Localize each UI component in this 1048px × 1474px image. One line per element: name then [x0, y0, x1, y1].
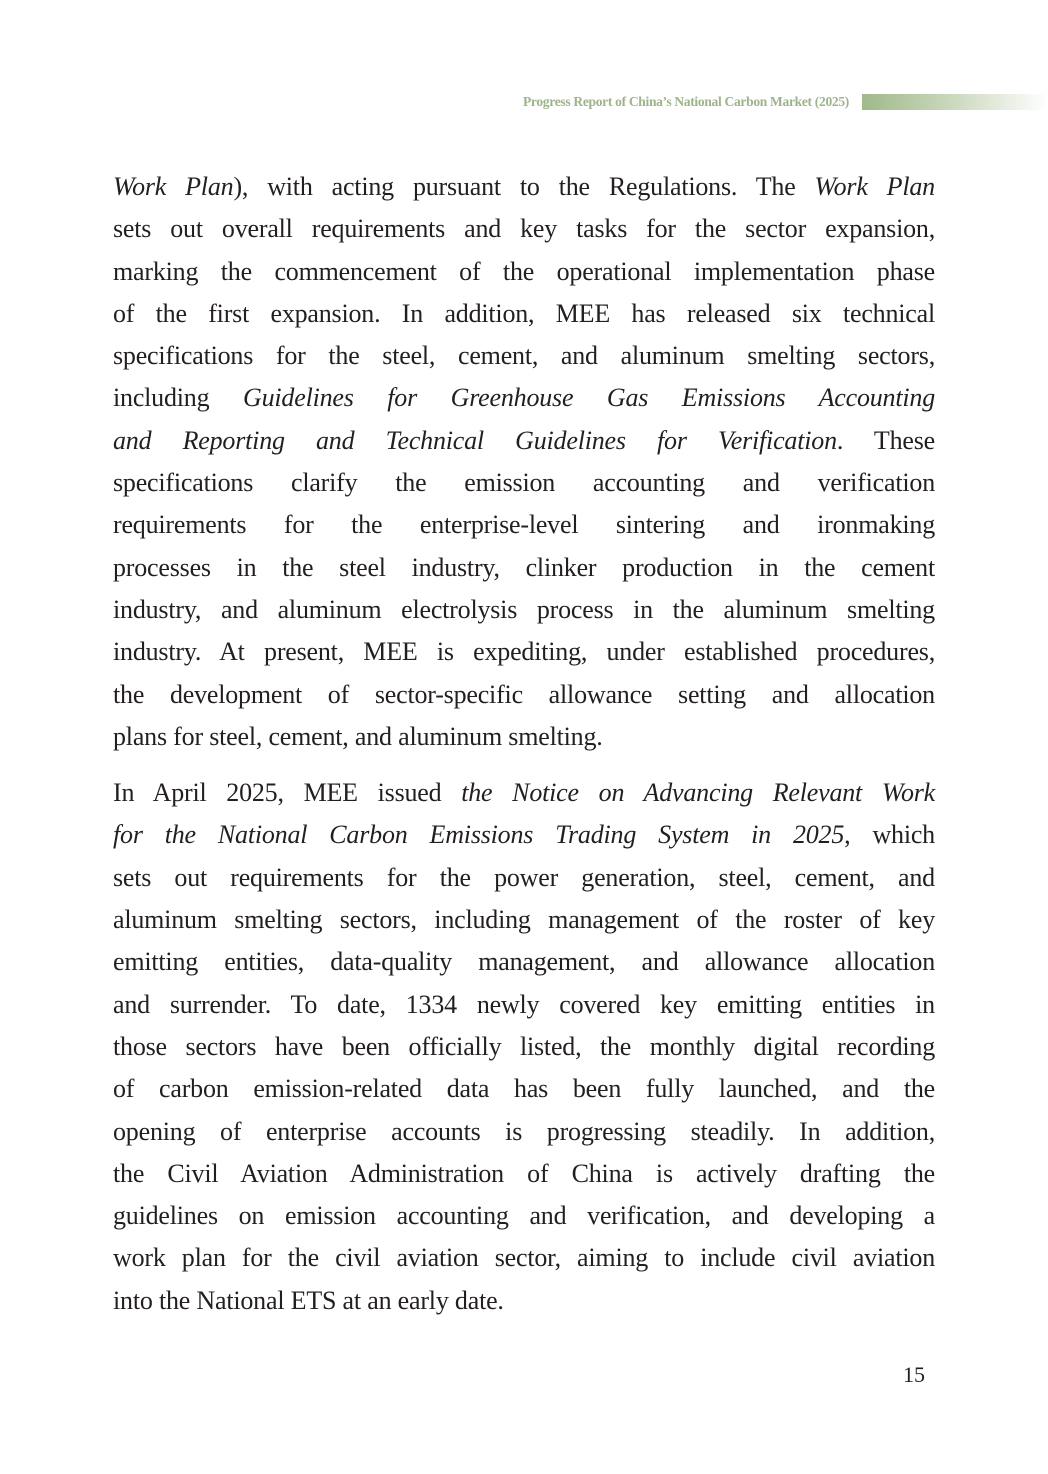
text-line: [113, 1068, 935, 1110]
text-run: including: [113, 383, 244, 413]
text-line: [113, 814, 935, 856]
text-run: specifications for the steel, cement, and aluminum smelting sectors,: [113, 341, 935, 371]
text-run: of the first expansion. In addition, MEE has released six technical: [113, 298, 935, 328]
body-text: [113, 166, 935, 1322]
text-line: [113, 504, 935, 546]
text-line: [113, 674, 935, 716]
text-run: requirements for the enterprise-level sintering and ironmaking: [113, 510, 935, 540]
text-line: [113, 462, 935, 504]
text-line: [113, 208, 935, 250]
page-number: 15: [903, 1362, 925, 1387]
text-line: [113, 1026, 935, 1068]
text-run: of carbon emission-related data has been fully launched, and the: [113, 1074, 935, 1104]
text-line: [113, 1195, 935, 1237]
text-line: [113, 1237, 935, 1279]
text-line: [113, 716, 935, 758]
text-line: [113, 420, 935, 462]
text-run: guidelines on emission accounting and verification, and developing a: [113, 1201, 935, 1231]
text-line: [113, 1280, 935, 1322]
text-run: those sectors have been officially listed, the monthly digital recording: [113, 1031, 935, 1061]
text-run: emitting entities, data-quality management, and allowance allocation: [113, 947, 935, 977]
italic-title: Guidelines for Greenhouse Gas Emissions Accounting: [243, 383, 936, 413]
text-run: . These: [836, 425, 935, 455]
text-line: [113, 984, 935, 1026]
paragraph: [113, 166, 935, 758]
text-run: the Civil Aviation Administration of China is actively drafting the: [113, 1158, 935, 1188]
running-header: [0, 92, 1048, 112]
italic-title: Work Plan: [814, 172, 935, 201]
text-line: [113, 166, 935, 208]
text-run: In April 2025, MEE issued: [113, 778, 462, 808]
text-run: specifications clarify the emission accounting and verification: [113, 468, 935, 498]
text-line: [113, 293, 935, 335]
text-run: processes in the steel industry, clinker production in the cement: [113, 552, 935, 582]
header-accent-bar: [862, 94, 1048, 110]
text-run: plans for steel, cement, and aluminum smelting.: [113, 721, 603, 751]
text-line: [113, 899, 935, 941]
text-line: [113, 547, 935, 589]
text-run: industry. At present, MEE is expediting, under established procedures,: [113, 637, 935, 667]
text-line: [113, 1153, 935, 1195]
text-line: [113, 772, 935, 814]
text-run: aluminum smelting sectors, including management of the roster of key: [113, 905, 935, 935]
paragraph-gap: [113, 758, 935, 772]
text-line: [113, 251, 935, 293]
italic-title: for the National Carbon Emissions Trading System in 2025: [113, 820, 845, 850]
text-line: [113, 377, 935, 419]
text-run: sets out overall requirements and key tasks for the sector expansion,: [113, 214, 935, 244]
italic-title: Work Plan: [113, 172, 234, 201]
text-run: the development of sector-specific allowance setting and allocation: [113, 679, 935, 709]
text-line: [113, 857, 935, 899]
text-run: , which: [844, 820, 935, 850]
text-run: and surrender. To date, 1334 newly covered key emitting entities in: [113, 989, 935, 1019]
paragraph: [113, 772, 935, 1322]
text-run: opening of enterprise accounts is progressing steadily. In addition,: [113, 1116, 935, 1146]
running-title: Progress Report of China’s National Carbon Market (2025): [522, 94, 849, 109]
italic-title: the Notice on Advancing Relevant Work: [461, 778, 935, 808]
text-line: [113, 1111, 935, 1153]
text-run: work plan for the civil aviation sector, aiming to include civil aviation: [113, 1243, 935, 1273]
text-line: [113, 335, 935, 377]
text-run: industry, and aluminum electrolysis process in the aluminum smelting: [113, 594, 935, 624]
text-line: [113, 941, 935, 983]
text-line: [113, 589, 935, 631]
text-run: ), with acting pursuant to the Regulations. The: [233, 172, 815, 201]
text-run: into the National ETS at an early date.: [113, 1285, 504, 1315]
italic-title: and Reporting and Technical Guidelines for Verification: [113, 425, 837, 455]
text-run: marking the commencement of the operational implementation phase: [113, 256, 935, 286]
text-line: [113, 631, 935, 673]
text-run: sets out requirements for the power generation, steel, cement, and: [113, 862, 935, 892]
